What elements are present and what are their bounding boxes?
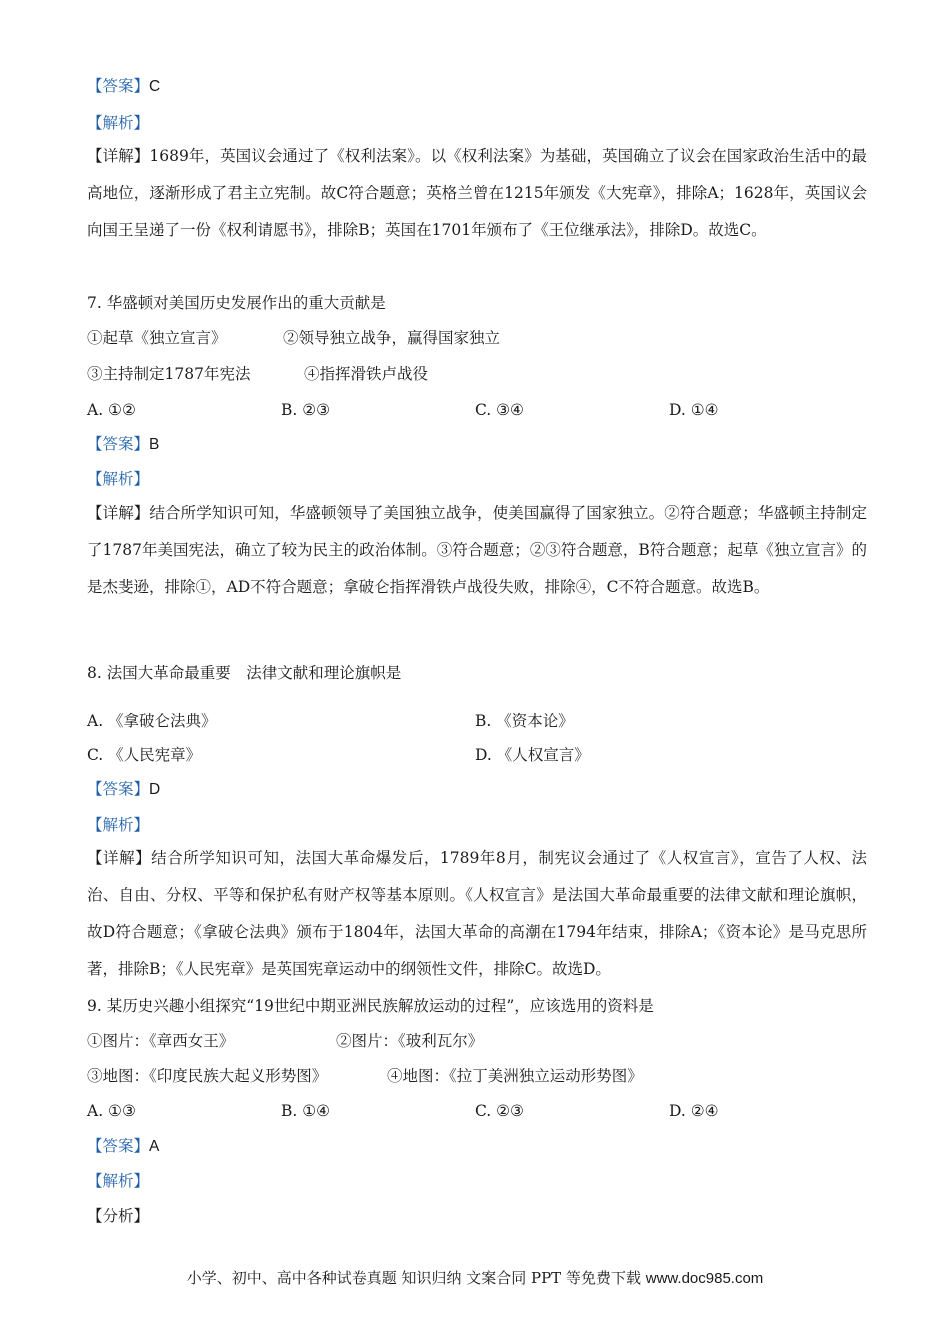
q7-option-d: D. ①④ (669, 401, 719, 419)
q8-analysis-label: 【解析】 (87, 816, 150, 834)
q7-detail: 【详解】结合所学知识可知，华盛顿领导了美国独立战争，使美国赢得了国家独立。②符合题意；华盛顿主持制定了1787年美国宪法，确立了较为民主的政治体制。③符合题意；②③符合题意，B符合题意；起草《独立宣言》的是杰斐逊，排除①，AD不符合题意；拿破仑指挥滑铁卢战役失败，排除④，C不符合题意。故选B。 (87, 504, 867, 596)
answer-value: C (149, 78, 161, 95)
q7-item-1: ①起草《独立宣言》 (87, 329, 227, 347)
answer-value: D (149, 781, 161, 798)
q7-option-b: B. ②③ (281, 401, 331, 419)
q9-option-a: A. ①③ (87, 1102, 136, 1120)
q6-analysis-label: 【解析】 (87, 114, 150, 132)
footer-text: 小学、初中、高中各种试卷真题 知识归纳 文案合同 PPT 等免费下载 (186, 1269, 641, 1287)
q9-option-d: D. ②④ (669, 1102, 719, 1120)
q9-analysis-label: 【解析】 (87, 1172, 150, 1190)
page-footer (0, 1268, 950, 1289)
answer-label: 【答案】 (87, 77, 150, 95)
q8-option-d: D. 《人权宣言》 (475, 746, 590, 764)
q7-option-c: C. ③④ (475, 401, 524, 419)
q8-option-a: A. 《拿破仑法典》 (87, 712, 217, 730)
q7-analysis-label: 【解析】 (87, 470, 150, 488)
q9-item-2: ②图片：《玻利瓦尔》 (336, 1032, 484, 1050)
q8-stem: 8. 法国大革命最重要 法律文献和理论旗帜是 (87, 664, 402, 682)
q9-item-4: ④地图：《拉丁美洲独立运动形势图》 (387, 1067, 643, 1085)
q9-item-1: ①图片：《章西女王》 (87, 1032, 235, 1050)
q6-detail: 【详解】1689年，英国议会通过了《权利法案》。以《权利法案》为基础，英国确立了议会在国家政治生活中的最高地位，逐渐形成了君主立宪制。故C符合题意；英格兰曾在1215年颁发《大宪章》，排除A；1628年，英国议会向国王呈递了一份《权利请愿书》，排除B；英国在1701年颁布了《王位继承法》，排除D。故选C。 (87, 147, 867, 239)
q9-item-3: ③地图：《印度民族大起义形势图》 (87, 1067, 328, 1085)
q8-detail: 【详解】结合所学知识可知，法国大革命爆发后，1789年8月，制宪议会通过了《人权宣言》，宣告了人权、法治、自由、分权、平等和保护私有财产权等基本原则。《人权宣言》是法国大革命最重要的法律文献和理论旗帜，故D符合题意；《拿破仑法典》颁布于1804年，法国大革命的高潮在1794年结束，排除A；《资本论》是马克思所著，排除B；《人民宪章》是英国宪章运动中的纲领性文件，排除C。故选D。 (87, 849, 867, 978)
q9-option-b: B. ①④ (281, 1102, 331, 1120)
answer-label: 【答案】 (87, 435, 150, 453)
q6-answer (87, 76, 160, 97)
q7-stem: 7. 华盛顿对美国历史发展作出的重大贡献是 (87, 294, 386, 312)
q7-item-2: ②领导独立战争，赢得国家独立 (283, 329, 501, 347)
q9-option-c: C. ②③ (475, 1102, 524, 1120)
q7-item-4: ④指挥滑铁卢战役 (304, 365, 429, 383)
q7-answer (87, 434, 159, 455)
q8-answer (87, 779, 160, 800)
q8-option-b: B. 《资本论》 (475, 712, 574, 730)
footer-link[interactable]: www.doc985.com (645, 1270, 764, 1287)
q9-answer (87, 1136, 159, 1157)
answer-label: 【答案】 (87, 1137, 150, 1155)
q9-analyze-label: 【分析】 (87, 1207, 150, 1225)
q9-stem: 9. 某历史兴趣小组探究“19世纪中期亚洲民族解放运动的过程”，应该选用的资料是 (87, 997, 654, 1015)
answer-label: 【答案】 (87, 780, 150, 798)
q7-item-3: ③主持制定1787年宪法 (87, 365, 251, 383)
q8-option-c: C. 《人民宪章》 (87, 746, 202, 764)
q7-option-a: A. ①② (87, 401, 136, 419)
answer-value: A (149, 1138, 160, 1155)
answer-value: B (149, 436, 160, 453)
